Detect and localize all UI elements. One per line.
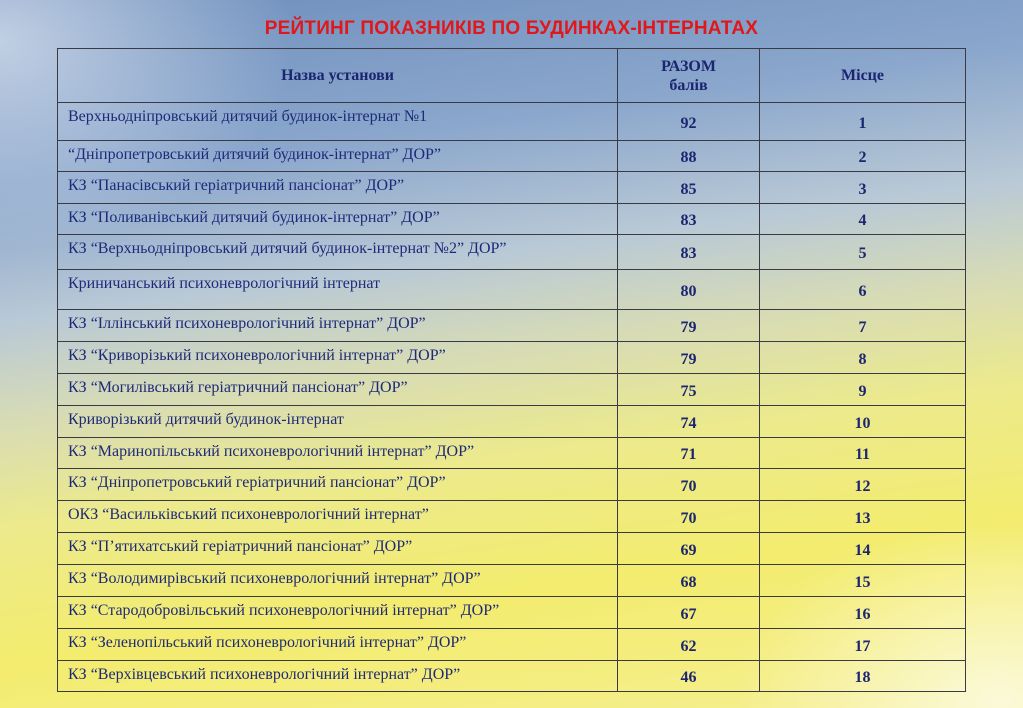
place-cell: 14 (760, 533, 966, 565)
score-cell: 70 (618, 469, 760, 501)
place-cell: 3 (760, 172, 966, 204)
institution-name-cell: Криворізький дитячий будинок-інтернат (58, 406, 618, 438)
place-cell: 18 (760, 661, 966, 692)
place-cell: 15 (760, 565, 966, 597)
score-cell: 70 (618, 501, 760, 533)
score-cell: 69 (618, 533, 760, 565)
place-cell: 17 (760, 629, 966, 661)
institution-name-cell: КЗ “Панасівський геріатричний пансіонат” ДОР” (58, 172, 618, 204)
place-cell: 5 (760, 235, 966, 270)
place-cell: 12 (760, 469, 966, 501)
institution-name-cell: КЗ “Поливанівський дитячий будинок-інтернат” ДОР” (58, 204, 618, 235)
score-cell: 62 (618, 629, 760, 661)
header-row (58, 49, 966, 103)
table-row (58, 172, 966, 204)
table-row (58, 533, 966, 565)
column-header-total (618, 49, 760, 103)
score-cell: 92 (618, 103, 760, 141)
table-row (58, 406, 966, 438)
score-cell: 79 (618, 342, 760, 374)
institution-name-cell: КЗ “Верхівцевський психоневрологічний інтернат” ДОР” (58, 661, 618, 692)
place-cell: 11 (760, 438, 966, 469)
column-header-total-line2: балів (669, 76, 708, 94)
table-row (58, 342, 966, 374)
institution-name-cell: КЗ “Стародобровільський психоневрологічний інтернат” ДОР” (58, 597, 618, 629)
institution-name-cell: КЗ “Могилівський геріатричний пансіонат” ДОР” (58, 374, 618, 406)
score-cell: 74 (618, 406, 760, 438)
page-title: РЕЙТИНГ ПОКАЗНИКІВ ПО БУДИНКАХ-ІНТЕРНАТАХ (264, 18, 759, 39)
institution-name-cell: Верхньодніпровський дитячий будинок-інтернат №1 (58, 103, 618, 141)
score-cell: 46 (618, 661, 760, 692)
score-cell: 79 (618, 310, 760, 342)
institution-name-cell: КЗ “Володимирівський психоневрологічний інтернат” ДОР” (58, 565, 618, 597)
score-cell: 75 (618, 374, 760, 406)
place-cell: 9 (760, 374, 966, 406)
place-cell: 10 (760, 406, 966, 438)
institution-name-cell: “Дніпропетровський дитячий будинок-інтернат” ДОР” (58, 141, 618, 172)
place-cell: 2 (760, 141, 966, 172)
table-body (58, 103, 966, 692)
score-cell: 67 (618, 597, 760, 629)
score-cell: 83 (618, 235, 760, 270)
score-cell: 83 (618, 204, 760, 235)
table-row (58, 374, 966, 406)
place-cell: 6 (760, 270, 966, 310)
place-cell: 1 (760, 103, 966, 141)
score-cell: 85 (618, 172, 760, 204)
institution-name-cell: Криничанський психоневрологічний інтернат (58, 270, 618, 310)
rating-table (57, 48, 966, 692)
table-row (58, 270, 966, 310)
place-cell: 7 (760, 310, 966, 342)
column-header-place: Місце (760, 49, 966, 103)
table-row (58, 597, 966, 629)
institution-name-cell: ОКЗ “Васильківський психоневрологічний інтернат” (58, 501, 618, 533)
institution-name-cell: КЗ “Дніпропетровський геріатричний пансіонат” ДОР” (58, 469, 618, 501)
institution-name-cell: КЗ “Іллінський психоневрологічний інтернат” ДОР” (58, 310, 618, 342)
score-cell: 80 (618, 270, 760, 310)
institution-name-cell: КЗ “Маринопільський психоневрологічний інтернат” ДОР” (58, 438, 618, 469)
place-cell: 4 (760, 204, 966, 235)
column-header-name: Назва установи (58, 49, 618, 103)
table-row (58, 629, 966, 661)
table-row (58, 141, 966, 172)
place-cell: 16 (760, 597, 966, 629)
column-header-total-line1: РАЗОМ (661, 57, 716, 75)
table-row (58, 661, 966, 692)
institution-name-cell: КЗ “Криворізький психоневрологічний інтернат” ДОР” (58, 342, 618, 374)
table-row (58, 310, 966, 342)
score-cell: 68 (618, 565, 760, 597)
institution-name-cell: КЗ “Зеленопільський психоневрологічний інтернат” ДОР” (58, 629, 618, 661)
table-row (58, 103, 966, 141)
institution-name-cell: КЗ “Верхньодніпровський дитячий будинок-інтернат №2” ДОР” (58, 235, 618, 270)
institution-name-cell: КЗ “П’ятихатський геріатричний пансіонат” ДОР” (58, 533, 618, 565)
place-cell: 13 (760, 501, 966, 533)
table-row (58, 438, 966, 469)
score-cell: 71 (618, 438, 760, 469)
table-row (58, 469, 966, 501)
table-row (58, 565, 966, 597)
score-cell: 88 (618, 141, 760, 172)
table-header (58, 49, 966, 103)
table-row (58, 235, 966, 270)
place-cell: 8 (760, 342, 966, 374)
table-row (58, 501, 966, 533)
table-row (58, 204, 966, 235)
